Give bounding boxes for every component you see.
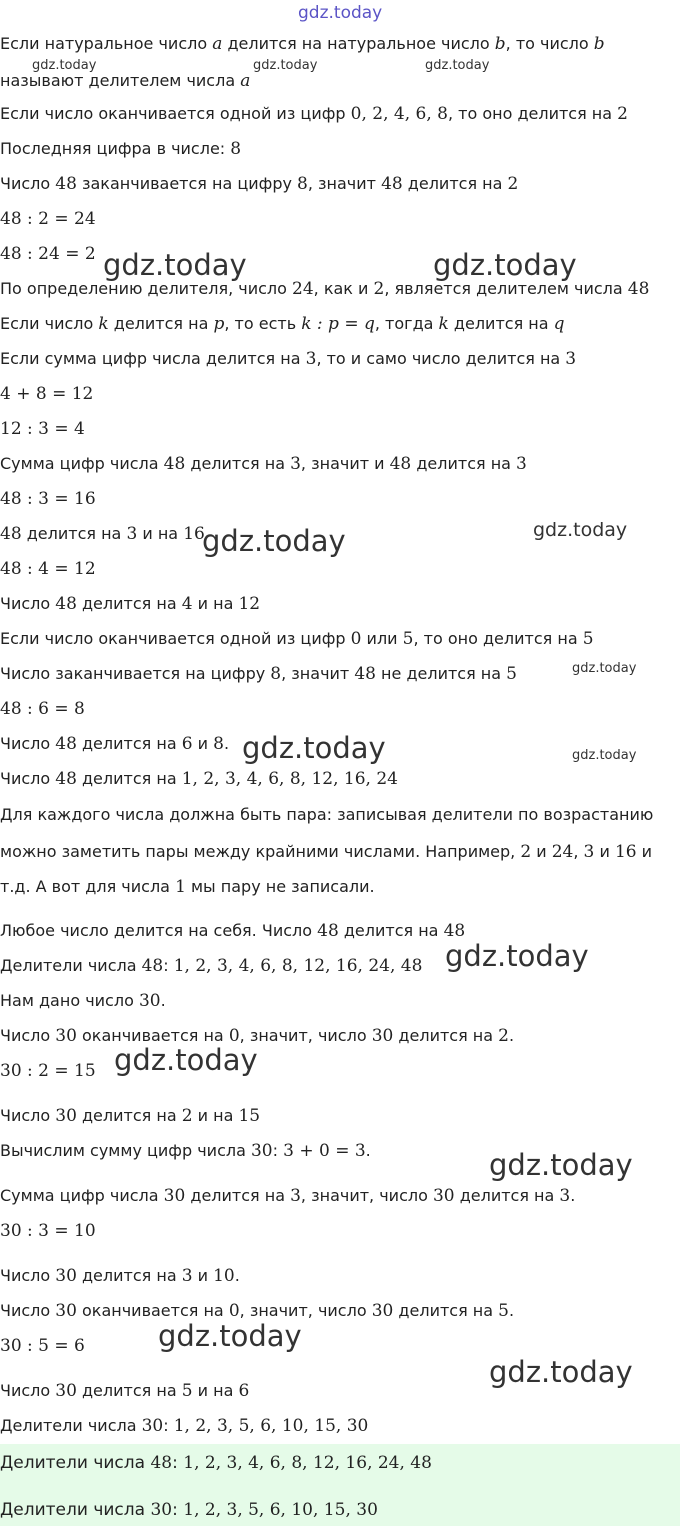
text-run: делится на [108, 314, 214, 333]
solution-line [0, 990, 166, 1012]
math-run: 48 [150, 1453, 173, 1473]
math-run: 30 [432, 1186, 455, 1206]
text-run: . [234, 1266, 240, 1285]
math-run: q [553, 314, 565, 334]
text-run: и [531, 842, 552, 861]
solution-line [0, 593, 260, 615]
text-run: : [172, 1500, 184, 1520]
solution-line [0, 278, 649, 300]
solution-line [0, 33, 605, 55]
watermark: gdz.today [572, 661, 637, 676]
answer-line [0, 1452, 432, 1474]
text-run: и [594, 842, 615, 861]
text-run: Делители числа [0, 956, 142, 975]
text-run: Делители числа [0, 1500, 151, 1520]
solution-line [0, 1025, 514, 1047]
solution-line [0, 1185, 575, 1207]
solution-line [0, 1140, 371, 1162]
text-run: Число [0, 1381, 56, 1400]
text-run: , значит, число [239, 1301, 372, 1320]
text-run: делится на [76, 1106, 182, 1125]
text-run: Делители числа [0, 1453, 151, 1473]
math-run: 48 [141, 956, 164, 976]
math-run: 48 : 4 = 12 [0, 559, 96, 579]
text-run: делится на натуральное число [222, 34, 495, 53]
text-run: , то оно делится на [413, 629, 583, 648]
text-run: . [508, 1026, 515, 1045]
text-run: Число [0, 1301, 56, 1320]
solution-line [0, 1060, 96, 1082]
text-run: Для каждого числа должна быть пара: записывая делители по возрастанию [0, 805, 654, 824]
math-run: 48 : 6 = 8 [0, 699, 85, 719]
text-run: , значит и [300, 454, 390, 473]
text-run: , то число [505, 34, 594, 53]
math-run: 16 [614, 842, 637, 862]
text-run: делится на [393, 1026, 499, 1045]
math-run: 3 [516, 454, 527, 474]
math-run: 48 [317, 921, 339, 941]
math-run: 3 [565, 349, 577, 369]
solution-line [0, 663, 517, 685]
text-run: Последняя цифра в числе: [0, 139, 231, 158]
math-run: 2 [373, 279, 385, 299]
math-run: 30 [150, 1500, 173, 1520]
text-run: делится на [185, 454, 291, 473]
solution-line [0, 698, 85, 720]
text-run: и [192, 734, 214, 753]
math-run: 24 [551, 842, 574, 862]
math-run: 48 [55, 734, 77, 754]
text-run: Вычислим сумму цифр числа [0, 1141, 251, 1160]
text-run: , то и само число делится на [316, 349, 566, 368]
math-run: 48 [0, 524, 22, 544]
math-run: 1, 2, 3, 4, 6, 8, 12, 16, 24, 48 [183, 1453, 432, 1473]
math-run: 30 [55, 1381, 77, 1401]
math-run: 0 [228, 1026, 240, 1046]
solution-line [0, 103, 628, 125]
math-run: 12 : 3 = 4 [0, 419, 85, 439]
watermark: gdz.today [533, 519, 628, 541]
text-run: По определению делителя, число [0, 279, 293, 298]
solution-line [0, 208, 96, 230]
solution-line [0, 804, 653, 826]
math-run: b [494, 34, 506, 54]
text-run: Сумма цифр числа [0, 454, 164, 473]
math-run: p [213, 314, 225, 334]
math-run: 48 [354, 664, 376, 684]
math-run: 0 [350, 629, 362, 649]
text-run: : [163, 1416, 174, 1435]
text-run: Делители числа [0, 1416, 142, 1435]
math-run: 10 [213, 1266, 235, 1286]
text-run: называют делителем числа [0, 71, 241, 90]
solution-line [0, 383, 93, 405]
math-run: 0, 2, 4, 6, 8 [350, 104, 448, 124]
math-run: 48 [55, 769, 77, 789]
text-run: мы пару не записали. [185, 877, 375, 896]
solution-line [0, 920, 465, 942]
solution-line [0, 841, 652, 863]
math-run: 24 [292, 279, 314, 299]
watermark: gdz.today [242, 731, 386, 765]
watermark: gdz.today [489, 1148, 633, 1182]
text-run: , значит, число [239, 1026, 372, 1045]
math-run: 30 [371, 1026, 394, 1046]
text-run: и на [137, 524, 184, 543]
text-run: Число заканчивается на цифру [0, 664, 271, 683]
math-run: 3 [305, 349, 317, 369]
text-run: , значит [307, 174, 382, 193]
text-run: делится на [76, 1266, 182, 1285]
solution-line [0, 558, 96, 580]
text-run: . [365, 1141, 371, 1160]
math-run: 3 [290, 454, 301, 474]
math-run: 4 [181, 594, 193, 614]
text-run: , как и [313, 279, 374, 298]
solution-line [0, 1105, 260, 1127]
solution-line [0, 70, 250, 92]
watermark: gdz.today [425, 58, 490, 73]
text-run: и [192, 1266, 214, 1285]
watermark: gdz.today [489, 1355, 633, 1389]
text-run: Если число оканчивается одной из цифр [0, 104, 351, 123]
text-run: , является делителем числа [384, 279, 628, 298]
math-run: 2 [520, 842, 532, 862]
text-run: Любое число делится на себя. Число [0, 921, 318, 940]
math-run: 48 [627, 279, 650, 299]
text-run: делится на [448, 314, 554, 333]
text-run: , то оно делится на [447, 104, 618, 123]
math-run: 5 [498, 1301, 509, 1321]
math-run: 48 : 3 = 16 [0, 489, 96, 509]
text-run: . [570, 1186, 576, 1205]
text-run: Число [0, 1026, 56, 1045]
text-run: , тогда [374, 314, 439, 333]
solution-line [0, 1265, 240, 1287]
text-run: делится на [411, 454, 517, 473]
math-run: 6 [181, 734, 193, 754]
text-run: Число [0, 594, 56, 613]
solution-line [0, 418, 85, 440]
watermark-top: gdz.today [298, 3, 383, 23]
answer-line [0, 1499, 378, 1521]
watermark: gdz.today [572, 748, 637, 763]
watermark: gdz.today [433, 248, 577, 282]
math-run: 48 [443, 921, 466, 941]
math-run: 5 [181, 1381, 193, 1401]
math-run: 48 [163, 454, 186, 474]
text-run: Если натуральное число [0, 34, 213, 53]
solution-line [0, 628, 594, 650]
math-run: k [438, 314, 449, 334]
solution-line [0, 1220, 96, 1242]
math-run: 30 [55, 1266, 77, 1286]
text-run: Число [0, 1106, 56, 1125]
math-run: 30 : 5 = 6 [0, 1336, 85, 1356]
math-run: 0 [228, 1301, 240, 1321]
text-run: , [573, 842, 584, 861]
math-run: k : p = q [301, 314, 375, 334]
solution-line [0, 313, 565, 335]
text-run: оканчивается на [76, 1301, 229, 1320]
text-run: делится на [185, 1186, 291, 1205]
text-run: . [223, 734, 230, 753]
text-run: оканчивается на [76, 1026, 229, 1045]
solution-line [0, 1380, 249, 1402]
text-run: Нам дано число [0, 991, 139, 1010]
text-run: можно заметить пары между крайними числами. Например, [0, 842, 521, 861]
math-run: 5 [506, 664, 517, 684]
solution-line [0, 876, 375, 898]
math-run: 30 [250, 1141, 273, 1161]
math-run: 3 [126, 524, 138, 544]
solution-line [0, 733, 229, 755]
math-run: 8 [230, 139, 242, 159]
text-run: Число [0, 174, 56, 193]
solution-line [0, 138, 241, 160]
text-run: делится на [454, 1186, 560, 1205]
math-run: 30 [371, 1301, 394, 1321]
solution-line [0, 768, 398, 790]
solution-line [0, 453, 527, 475]
solution-line [0, 955, 422, 977]
text-run: Сумма цифр числа [0, 1186, 164, 1205]
math-run: 15 [238, 1106, 261, 1126]
math-run: 3 [290, 1186, 301, 1206]
text-run: и на [192, 1381, 239, 1400]
math-run: 6 [238, 1381, 250, 1401]
watermark: gdz.today [253, 58, 318, 73]
text-run: делится на [402, 174, 508, 193]
watermark: gdz.today [445, 939, 589, 973]
math-run: 8 [297, 174, 308, 194]
math-run: 48 : 2 = 24 [0, 209, 96, 229]
math-run: 2 [181, 1106, 193, 1126]
text-run: Число [0, 1266, 56, 1285]
text-run: : [172, 1453, 184, 1473]
watermark: gdz.today [114, 1043, 258, 1077]
text-run: Если число оканчивается одной из цифр [0, 629, 351, 648]
math-run: 1, 2, 3, 4, 6, 8, 12, 16, 24 [181, 769, 398, 789]
math-run: 5 [402, 629, 414, 649]
math-run: 30 [163, 1186, 186, 1206]
text-run: заканчивается на цифру [76, 174, 298, 193]
math-run: k [98, 314, 109, 334]
math-run: 8 [270, 664, 282, 684]
text-run: : [272, 1141, 284, 1160]
text-run: , значит [281, 664, 355, 683]
math-run: 16 [183, 524, 205, 544]
math-run: 30 [55, 1026, 77, 1046]
math-run: 48 [389, 454, 412, 474]
math-run: 8 [213, 734, 224, 754]
math-run: 48 : 24 = 2 [0, 244, 96, 264]
math-run: 4 + 8 = 12 [0, 384, 94, 404]
math-run: 12 [238, 594, 261, 614]
math-run: 1, 2, 3, 5, 6, 10, 15, 30 [183, 1500, 378, 1520]
math-run: a [212, 34, 223, 54]
solution-line [0, 488, 96, 510]
watermark: gdz.today [202, 524, 346, 558]
text-run: , значит, число [300, 1186, 433, 1205]
math-run: 30 : 3 = 10 [0, 1221, 96, 1241]
math-run: 30 : 2 = 15 [0, 1061, 96, 1081]
math-run: 30 [55, 1106, 77, 1126]
text-run: делится на [21, 524, 127, 543]
text-run: Число [0, 734, 56, 753]
solution-line [0, 1415, 368, 1437]
math-run: 30 [141, 1416, 164, 1436]
text-run: : [163, 956, 174, 975]
math-run: 48 [381, 174, 403, 194]
text-run: , то есть [224, 314, 302, 333]
solution-line [0, 348, 576, 370]
text-run: и [636, 842, 653, 861]
math-run: 5 [582, 629, 594, 649]
math-run: 48 [55, 594, 77, 614]
watermark: gdz.today [103, 248, 247, 282]
math-run: 30 [138, 991, 161, 1011]
text-run: делится на [338, 921, 444, 940]
text-run: или [361, 629, 403, 648]
solution-line [0, 523, 205, 545]
text-run: делится на [393, 1301, 499, 1320]
watermark: gdz.today [32, 58, 97, 73]
math-run: b [593, 34, 605, 54]
text-run: делится на [76, 769, 182, 788]
text-run: Если сумма цифр числа делится на [0, 349, 306, 368]
solution-line [0, 243, 96, 265]
text-run: делится на [76, 734, 182, 753]
text-run: т.д. А вот для числа [0, 877, 176, 896]
text-run: делится на [76, 594, 182, 613]
text-run: . [160, 991, 166, 1010]
math-run: 2 [507, 174, 519, 194]
solution-line [0, 1335, 85, 1357]
math-run: 1 [175, 877, 186, 897]
text-run: . [508, 1301, 515, 1320]
math-run: 3 [583, 842, 595, 862]
math-run: 1, 2, 3, 5, 6, 10, 15, 30 [173, 1416, 369, 1436]
math-run: 2 [498, 1026, 509, 1046]
text-run: Если число [0, 314, 99, 333]
text-run: не делится на [375, 664, 507, 683]
watermark: gdz.today [158, 1319, 302, 1353]
math-run: 2 [617, 104, 628, 124]
text-run: делится на [76, 1381, 182, 1400]
text-run: и на [192, 1106, 239, 1125]
math-run: 3 [559, 1186, 571, 1206]
math-run: 1, 2, 3, 4, 6, 8, 12, 16, 24, 48 [173, 956, 423, 976]
math-run: 48 [55, 174, 77, 194]
math-run: 3 + 0 = 3 [283, 1141, 366, 1161]
text-run: Число [0, 769, 56, 788]
math-run: 3 [181, 1266, 193, 1286]
solution-line [0, 173, 518, 195]
solution-line [0, 1300, 514, 1322]
text-run: и на [192, 594, 239, 613]
math-run: 30 [55, 1301, 77, 1321]
math-run: a [240, 71, 251, 91]
